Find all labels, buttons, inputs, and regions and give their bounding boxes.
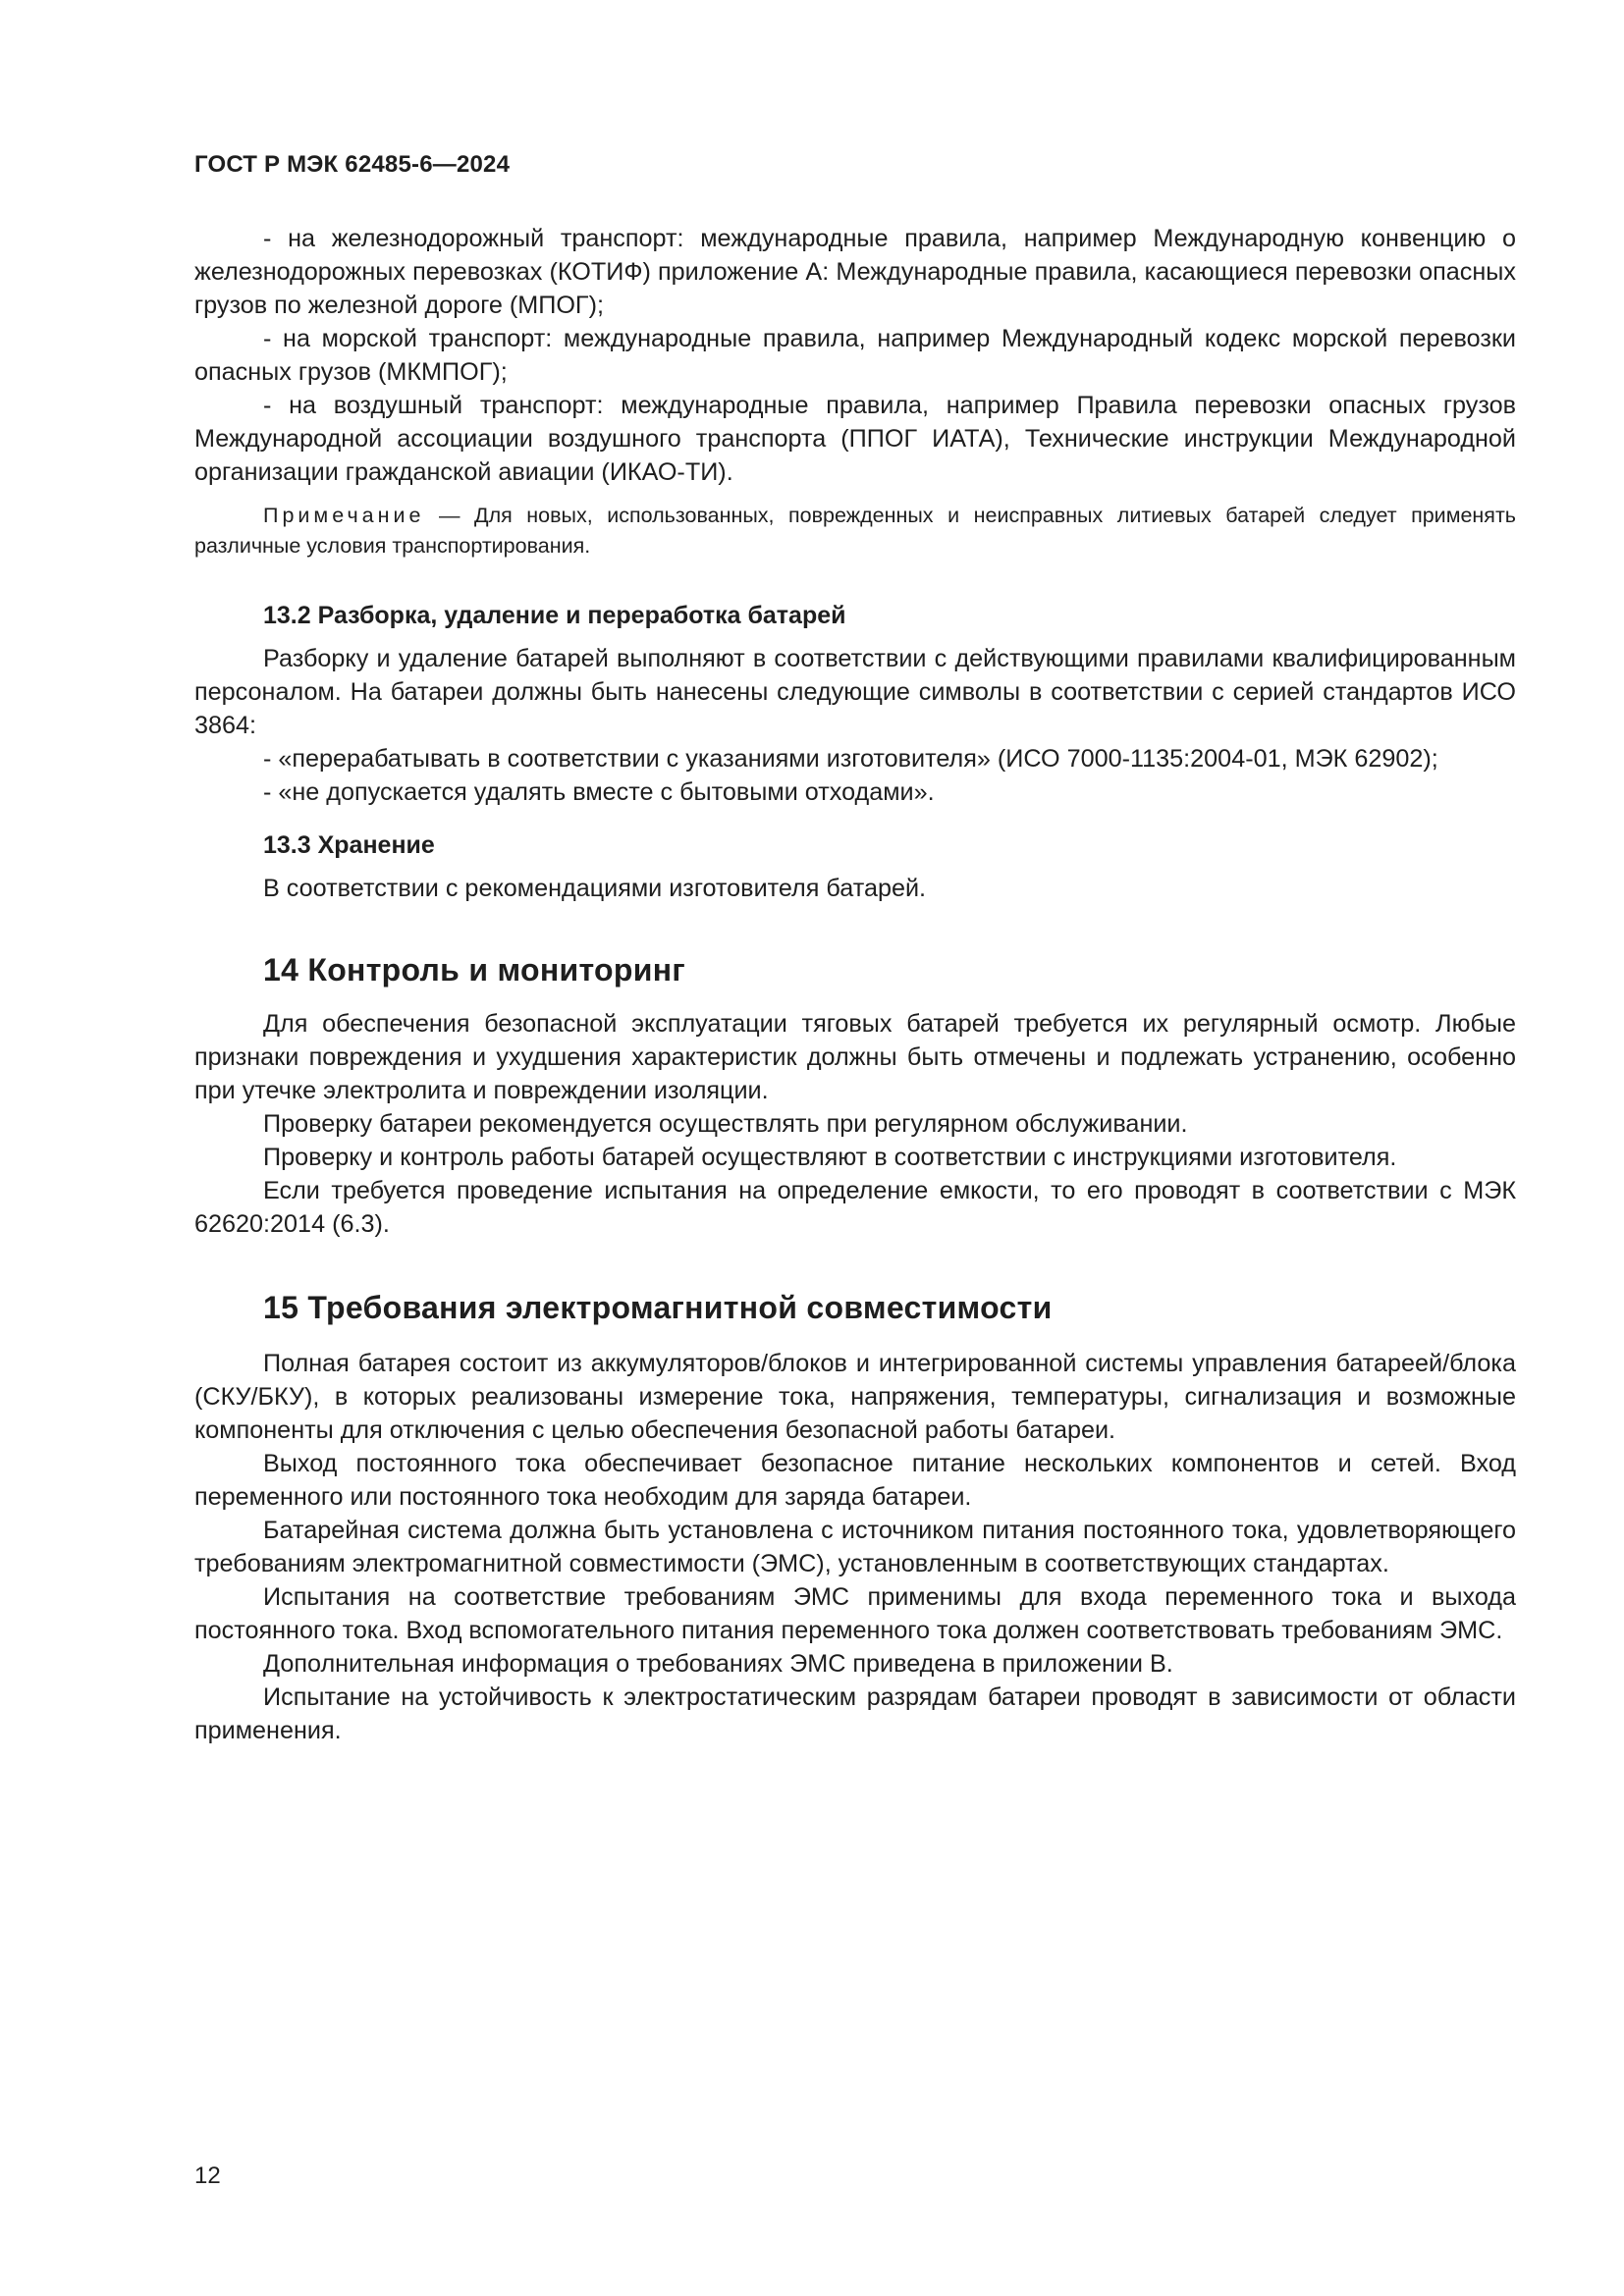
transport-air-item: - на воздушный транспорт: международные правила, например Правила перевозки опасных грузов Международной ассоциации воздушного транспорта (ППОГ ИАТА), Технические инструкции Международной организации гражданской авиации (ИКАО-ТИ). <box>194 392 1516 486</box>
section-15-title: 15 Требования электромагнитной совместимости <box>263 1290 1053 1325</box>
section-13-3-title: 13.3 Хранение <box>263 831 435 859</box>
section-13-3-paragraph: В соответствии с рекомендациями изготовителя батарей. <box>263 875 927 902</box>
section-13-2-title: 13.2 Разборка, удаление и переработка батарей <box>263 602 846 629</box>
section-15-paragraph: Выход постоянного тока обеспечивает безопасное питание нескольких компонентов и сетей. Вход переменного или постоянного тока необходим для заряда батареи. <box>194 1450 1516 1511</box>
section-14-paragraph: Проверку и контроль работы батарей осуществляют в соответствии с инструкциями изготовителя. <box>263 1144 1397 1171</box>
transport-sea-item: - на морской транспорт: международные правила, например Международный кодекс морской перевозки опасных грузов (МКМПОГ); <box>194 325 1516 386</box>
section-13-2-paragraph: Разборку и удаление батарей выполняют в соответствии с действующими правилами квалифицированным персоналом. На батареи должны быть нанесены следующие символы в соответствии с серией стандартов ИСО 3864: <box>194 645 1516 739</box>
section-15-paragraph: Испытания на соответствие требованиям ЭМС применимы для входа переменного тока и выхода постоянного тока. Вход вспомогательного питания переменного тока должен соответствовать требованиям ЭМС. <box>194 1583 1516 1644</box>
section-15-paragraph: Полная батарея состоит из аккумуляторов/блоков и интегрированной системы управления батареей/блока (СКУ/БКУ), в которых реализованы измерение тока, напряжения, температуры, сигнализация и возможные компоненты для отключения с целью обеспечения безопасной работы батареи. <box>194 1350 1516 1444</box>
section-14-paragraph: Если требуется проведение испытания на определение емкости, то его проводят в соответствии с МЭК 62620:2014 (6.3). <box>194 1177 1516 1238</box>
section-13-2-list-item: - «не допускается удалять вместе с бытовыми отходами». <box>263 778 935 806</box>
document-code-header: ГОСТ Р МЭК 62485-6—2024 <box>194 151 511 178</box>
section-15-paragraph: Батарейная система должна быть установлена с источником питания постоянного тока, удовлетворяющего требованиям электромагнитной совместимости (ЭМС), установленным в соответствующих стандартах. <box>194 1517 1516 1577</box>
note-text: — Для новых, использованных, поврежденных и неисправных литиевых батарей следует применять различные условия транспортирования. <box>194 504 1516 558</box>
transport-note <box>194 501 1516 561</box>
note-label: Примечание <box>263 504 425 527</box>
section-14-title: 14 Контроль и мониторинг <box>263 952 685 988</box>
section-15-paragraph: Дополнительная информация о требованиях ЭМС приведена в приложении В. <box>263 1650 1173 1678</box>
page-number: 12 <box>194 2163 221 2189</box>
section-13-2-list-item: - «перерабатывать в соответствии с указаниями изготовителя» (ИСО 7000-1135:2004-01, МЭК 62902); <box>263 745 1438 773</box>
section-14-paragraph: Для обеспечения безопасной эксплуатации тяговых батарей требуется их регулярный осмотр. Любые признаки повреждения и ухудшения характеристик должны быть отмечены и подлежать устранению, особенно при утечке электролита и повреждении изоляции. <box>194 1010 1516 1104</box>
section-14-paragraph: Проверку батареи рекомендуется осуществлять при регулярном обслуживании. <box>263 1110 1188 1138</box>
page-content <box>194 222 1516 1747</box>
section-15-paragraph: Испытание на устойчивость к электростатическим разрядам батареи проводят в зависимости от области применения. <box>194 1683 1516 1744</box>
transport-rail-item: - на железнодорожный транспорт: международные правила, например Международную конвенцию о железнодорожных перевозках (КОТИФ) приложение А: Международные правила, касающиеся перевозки опасных грузов по железной дороге (МПОГ); <box>194 225 1516 319</box>
